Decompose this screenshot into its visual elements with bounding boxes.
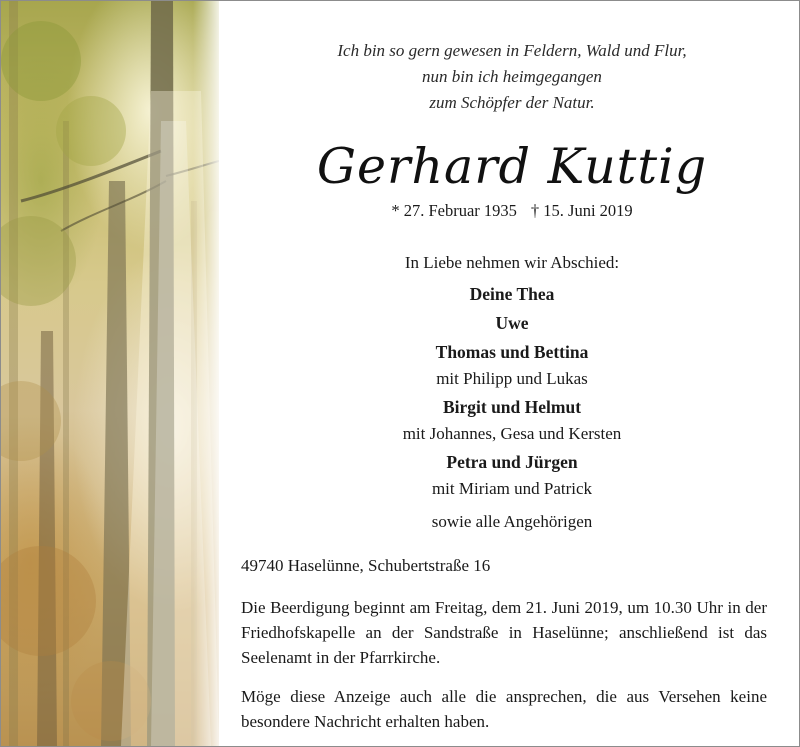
death-date: † 15. Juni 2019 [530,201,633,220]
mourner-name: Petra und Jürgen [446,452,578,472]
mourner-children: mit Philipp und Lukas [436,369,588,388]
mourner-name: Uwe [495,313,529,333]
poem [237,38,787,116]
mourner-name: Thomas und Bettina [435,342,589,362]
mourner-children: mit Johannes, Gesa und Kersten [402,424,622,443]
funeral-details: Die Beerdigung beginnt am Freitag, dem 21. Juni 2019, um 10.30 Uhr in der Friedhofskapelle an der Sandstraße in Haselünne; anschließend ist das Seelenamt in der Pfarrkirche. [241,598,767,667]
mourner-name: Deine Thea [469,284,555,304]
life-dates [237,200,787,222]
poem-line: nun bin ich heimgegangen [422,67,602,86]
closing-remark: Möge diese Anzeige auch alle die ansprechen, die aus Versehen keine besondere Nachricht erhalten haben. [241,687,767,731]
address: 49740 Haselünne, Schubertstraße 16 [241,556,491,575]
deceased-name: Gerhard Kuttig [316,138,708,195]
mourners-list [237,250,787,536]
mourner-children: mit Miriam und Patrick [431,479,593,498]
poem-line: zum Schöpfer der Natur. [429,93,595,112]
mourner-name: Birgit und Helmut [442,397,582,417]
forest-image [1,1,219,746]
birth-date: * 27. Februar 1935 [391,201,517,220]
mourners-closing: sowie alle Angehörigen [431,512,593,531]
notice-content [227,1,787,746]
mourners-intro: In Liebe nehmen wir Abschied: [404,253,620,272]
forest-trees-graphic [1,1,219,746]
poem-line: Ich bin so gern gewesen in Feldern, Wald und Flur, [337,41,687,60]
